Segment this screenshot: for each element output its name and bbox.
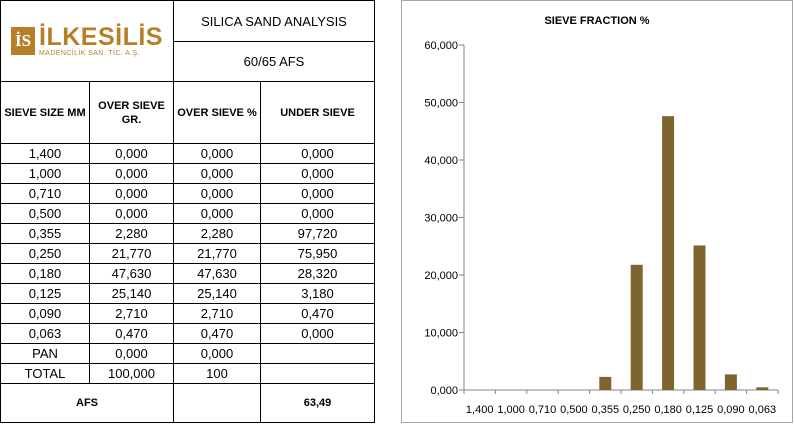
y-tick-label: 10,000 bbox=[424, 327, 458, 340]
x-tick-label: 0,250 bbox=[622, 404, 651, 416]
cell-over-sieve-pct: 0,000 bbox=[174, 344, 261, 364]
y-tick-label: 30,000 bbox=[424, 212, 458, 225]
table-row bbox=[1, 164, 375, 184]
bar-0,090 bbox=[725, 374, 737, 390]
cell-under-sieve: 0,000 bbox=[261, 164, 375, 184]
x-tick-label: 0,710 bbox=[528, 404, 557, 416]
y-tick-label: 20,000 bbox=[424, 270, 458, 282]
afs-empty-cell bbox=[174, 384, 261, 423]
cell-under-sieve: 0,000 bbox=[261, 204, 375, 224]
cell-over-sieve-gr: 0,000 bbox=[90, 344, 174, 364]
table-row bbox=[1, 244, 375, 264]
table-row bbox=[1, 304, 375, 324]
cell-over-sieve-gr: 0,000 bbox=[90, 144, 174, 164]
cell-over-sieve-pct: 0,000 bbox=[174, 144, 261, 164]
cell-over-sieve-pct: 25,140 bbox=[174, 284, 261, 304]
chart-title: SIEVE FRACTION % bbox=[544, 15, 650, 27]
afs-label: AFS bbox=[1, 384, 174, 423]
cell-over-sieve-gr: 25,140 bbox=[90, 284, 174, 304]
bar-0,180 bbox=[662, 116, 674, 390]
sieve-analysis-table bbox=[0, 0, 374, 424]
cell-over-sieve-gr: 0,470 bbox=[90, 324, 174, 344]
table-row bbox=[1, 284, 375, 304]
cell-over-sieve-pct: 0,470 bbox=[174, 324, 261, 344]
cell-under-sieve: 97,720 bbox=[261, 224, 375, 244]
y-tick-label: 0,000 bbox=[430, 385, 458, 397]
cell-sieve-size: 0,355 bbox=[1, 224, 90, 244]
cell-over-sieve-gr: 2,280 bbox=[90, 224, 174, 244]
y-tick-label: 60,000 bbox=[424, 40, 458, 52]
cell-under-sieve: 0,000 bbox=[261, 324, 375, 344]
bar-0,125 bbox=[694, 245, 706, 390]
table-row bbox=[1, 204, 375, 224]
table-row bbox=[1, 144, 375, 164]
cell-under-sieve: 75,950 bbox=[261, 244, 375, 264]
cell-over-sieve-pct: 0,000 bbox=[174, 164, 261, 184]
cell-over-sieve-pct: 100 bbox=[174, 364, 261, 384]
table-row bbox=[1, 184, 375, 204]
logo-subtitle: MADENCİLİK SAN. TİC. A.Ş. bbox=[39, 50, 140, 57]
cell-under-sieve: 3,180 bbox=[261, 284, 375, 304]
cell-under-sieve bbox=[261, 344, 375, 364]
table-row bbox=[1, 324, 375, 344]
x-tick-label: 1,400 bbox=[465, 404, 494, 416]
y-tick-label: 50,000 bbox=[424, 97, 458, 110]
cell-sieve-size: 0,250 bbox=[1, 244, 90, 264]
company-logo bbox=[1, 1, 174, 82]
cell-sieve-size: 1,000 bbox=[1, 164, 90, 184]
afs-grade: 60/65 AFS bbox=[174, 42, 375, 82]
cell-over-sieve-gr: 47,630 bbox=[90, 264, 174, 284]
cell-over-sieve-gr: 0,000 bbox=[90, 184, 174, 204]
header-over-sieve-gr: OVER SIEVE GR. bbox=[90, 82, 174, 144]
table-row bbox=[1, 344, 375, 364]
x-tick-label: 0,063 bbox=[748, 404, 777, 416]
cell-sieve-size: PAN bbox=[1, 344, 90, 364]
cell-over-sieve-pct: 2,710 bbox=[174, 304, 261, 324]
cell-over-sieve-gr: 0,000 bbox=[90, 164, 174, 184]
x-tick-label: 0,355 bbox=[591, 404, 620, 416]
table-row bbox=[1, 264, 375, 284]
cell-over-sieve-pct: 47,630 bbox=[174, 264, 261, 284]
bar-0,355 bbox=[599, 377, 611, 390]
x-tick-label: 0,180 bbox=[654, 404, 682, 416]
x-tick-label: 1,000 bbox=[497, 404, 525, 416]
analysis-title: SILICA SAND ANALYSIS bbox=[174, 1, 375, 42]
sieve-fraction-chart bbox=[401, 0, 793, 423]
table-row bbox=[1, 224, 375, 244]
cell-sieve-size: 0,180 bbox=[1, 264, 90, 284]
cell-over-sieve-gr: 100,000 bbox=[90, 364, 174, 384]
cell-over-sieve-pct: 0,000 bbox=[174, 204, 261, 224]
x-tick-label: 0,090 bbox=[717, 404, 745, 416]
cell-sieve-size: 0,090 bbox=[1, 304, 90, 324]
header-over-sieve-pct: OVER SIEVE % bbox=[174, 82, 261, 144]
cell-over-sieve-gr: 21,770 bbox=[90, 244, 174, 264]
cell-sieve-size: 0,500 bbox=[1, 204, 90, 224]
cell-sieve-size: 0,710 bbox=[1, 184, 90, 204]
table-row bbox=[1, 364, 375, 384]
cell-over-sieve-gr: 0,000 bbox=[90, 204, 174, 224]
header-under-sieve: UNDER SIEVE bbox=[261, 82, 375, 144]
cell-sieve-size: 0,125 bbox=[1, 284, 90, 304]
cell-over-sieve-pct: 21,770 bbox=[174, 244, 261, 264]
cell-sieve-size: TOTAL bbox=[1, 364, 90, 384]
y-tick-label: 40,000 bbox=[424, 155, 458, 167]
logo-mark: İS bbox=[11, 27, 35, 55]
cell-under-sieve: 0,000 bbox=[261, 184, 375, 204]
cell-sieve-size: 0,063 bbox=[1, 324, 90, 344]
cell-under-sieve: 0,470 bbox=[261, 304, 375, 324]
cell-under-sieve: 0,000 bbox=[261, 144, 375, 164]
table-header-row bbox=[1, 82, 375, 144]
cell-over-sieve-pct: 2,280 bbox=[174, 224, 261, 244]
afs-row bbox=[1, 384, 375, 423]
cell-over-sieve-pct: 0,000 bbox=[174, 184, 261, 204]
cell-under-sieve bbox=[261, 364, 375, 384]
x-tick-label: 0,125 bbox=[685, 404, 714, 416]
header-sieve-size: SIEVE SIZE MM bbox=[1, 82, 90, 144]
x-tick-label: 0,500 bbox=[560, 404, 588, 416]
afs-value: 63,49 bbox=[261, 384, 375, 423]
cell-under-sieve: 28,320 bbox=[261, 264, 375, 284]
bar-0,250 bbox=[631, 265, 643, 390]
logo-name: İLKESİLİS bbox=[39, 23, 163, 51]
chart-plot bbox=[402, 1, 794, 424]
bar-0,063 bbox=[756, 387, 768, 390]
cell-sieve-size: 1,400 bbox=[1, 144, 90, 164]
cell-over-sieve-gr: 2,710 bbox=[90, 304, 174, 324]
